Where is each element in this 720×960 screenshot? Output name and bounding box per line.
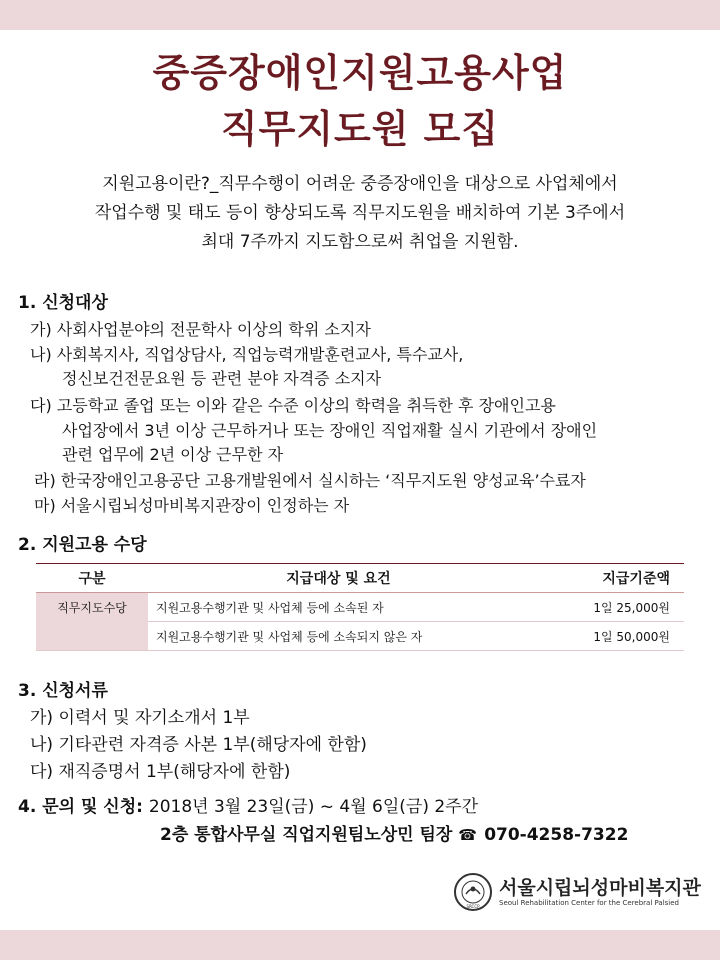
table-cell: 1일 25,000원 bbox=[529, 593, 684, 622]
seal-text: SRCCP bbox=[466, 904, 480, 909]
section3-heading: 3. 신청서류 bbox=[18, 681, 108, 701]
table-row bbox=[36, 593, 684, 622]
allowance-table bbox=[36, 563, 684, 651]
list-item: 마) 서울시립뇌성마비복지관장이 인정하는 자 bbox=[34, 496, 350, 515]
list-item: 가) 사회사업분야의 전문학사 이상의 학위 소지자 bbox=[30, 320, 371, 339]
section2-heading: 2. 지원고용 수당 bbox=[18, 535, 147, 555]
list-item: 관련 업무에 2년 이상 근무한 자 bbox=[62, 445, 284, 464]
table-cell: 지원고용수행기관 및 사업체 등에 소속된 자 bbox=[148, 593, 529, 622]
phone-number: 070-4258-7322 bbox=[484, 825, 629, 845]
page-title: 중증장애인지원고용사업 bbox=[152, 51, 568, 95]
bottom-band bbox=[0, 930, 720, 960]
list-item: 가) 이력서 및 자기소개서 1부 bbox=[30, 708, 250, 728]
section1-heading: 1. 신청대상 bbox=[18, 293, 108, 313]
intro-line: 지원고용이란?_직무수행이 어려운 중증장애인을 대상으로 사업체에서 bbox=[102, 174, 618, 194]
table-header: 구분 bbox=[36, 564, 148, 593]
list-item: 나) 기타관련 자격증 사본 1부(해당자에 한함) bbox=[30, 735, 367, 755]
list-item: 라) 한국장애인고용공단 고용개발원에서 실시하는 ‘직무지도원 양성교육’수료자 bbox=[34, 471, 586, 490]
table-cell: 지원고용수행기관 및 사업체 등에 소속되지 않은 자 bbox=[148, 622, 529, 651]
organization-name: 서울시립뇌성마비복지관 bbox=[499, 877, 701, 899]
contact-line bbox=[160, 820, 628, 845]
phone-icon: ☎ bbox=[458, 826, 477, 844]
page-subtitle: 직무지도원 모집 bbox=[220, 107, 500, 151]
list-item: 정신보건전문요원 등 관련 분야 자격증 소지자 bbox=[62, 369, 382, 388]
list-item: 다) 고등학교 졸업 또는 이와 같은 수준 이상의 학력을 취득한 후 장애인고용 bbox=[30, 396, 556, 415]
list-item: 다) 재직증명서 1부(해당자에 한함) bbox=[30, 762, 291, 782]
top-band bbox=[0, 0, 720, 30]
list-item: 나) 사회복지사, 직업상담사, 직업능력개발훈련교사, 특수교사, bbox=[30, 345, 464, 364]
organization-english-name: Seoul Rehabilitation Center for the Cerebral Palsied bbox=[499, 899, 680, 907]
table-cell-kind: 직무지도수당 bbox=[36, 593, 148, 651]
section4-heading: 4. 문의 및 신청: bbox=[18, 797, 143, 817]
seal-icon bbox=[453, 872, 493, 912]
intro-paragraph bbox=[40, 170, 680, 257]
organization-logo bbox=[445, 870, 710, 920]
table-header-row bbox=[36, 564, 684, 593]
application-period: 2018년 3월 23일(금) ~ 4월 6일(금) 2주간 bbox=[148, 797, 479, 817]
list-item: 사업장에서 3년 이상 근무하거나 또는 장애인 직업재활 실시 기관에서 장애인 bbox=[62, 421, 598, 440]
section4-line bbox=[18, 792, 478, 817]
contact-office: 2층 통합사무실 직업지원팀노상민 팀장 bbox=[160, 825, 453, 845]
intro-line: 최대 7주까지 지도함으로써 취업을 지원함. bbox=[201, 232, 519, 252]
table-header: 지급대상 및 요건 bbox=[148, 564, 529, 593]
intro-line: 작업수행 및 태도 등이 향상되도록 직무지도원을 배치하여 기본 3주에서 bbox=[94, 203, 626, 223]
table-cell: 1일 50,000원 bbox=[529, 622, 684, 651]
table-header: 지급기준액 bbox=[529, 564, 684, 593]
